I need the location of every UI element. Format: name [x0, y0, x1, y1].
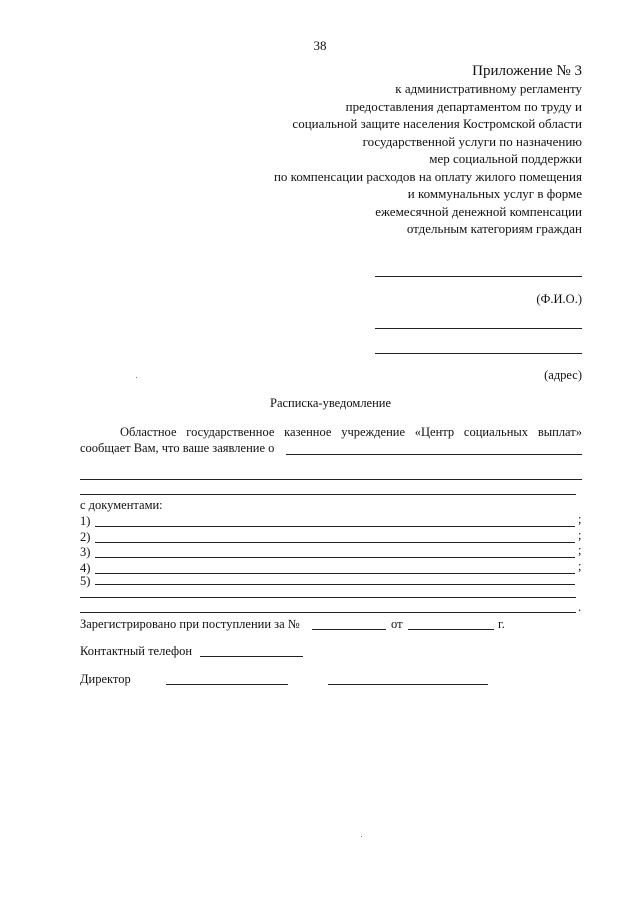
appendix-title: Приложение № 3 [472, 63, 582, 79]
appendix-line: мер социальной поддержки [429, 151, 582, 166]
doc-item-line[interactable] [95, 542, 575, 543]
doc-item-number: 3) [80, 545, 91, 559]
doc-item-line[interactable] [95, 526, 575, 527]
blank-line[interactable] [80, 612, 576, 613]
documents-label: с документами: [80, 498, 163, 512]
page-number: 38 [313, 38, 327, 53]
doc-item-number: 2) [80, 530, 91, 544]
doc-item-number: 1) [80, 514, 91, 528]
registered-label: Зарегистрировано при поступлении за № [80, 617, 300, 631]
appendix-line: государственной услуги по назначению [362, 134, 582, 149]
registered-year: г. [498, 617, 505, 631]
doc-item-number: 4) [80, 561, 91, 575]
doc-item-line[interactable] [95, 573, 575, 574]
doc-item-line[interactable] [95, 557, 575, 558]
director-label: Директор [80, 672, 131, 686]
registration-date-line[interactable] [408, 629, 494, 630]
address-label: (адрес) [544, 368, 582, 382]
blank-line[interactable] [80, 597, 576, 598]
blank-line[interactable] [80, 494, 576, 495]
intro-line-1: Областное государственное казенное учреждение «Центр социальных выплат» [120, 425, 582, 439]
appendix-line: отдельным категориям граждан [406, 221, 582, 236]
doc-item-end: ; [578, 512, 582, 526]
scan-speck [136, 377, 137, 378]
blank-line[interactable] [80, 479, 582, 480]
application-subject-line[interactable] [286, 454, 582, 455]
fio-label: (Ф.И.О.) [536, 292, 582, 306]
appendix-line: предоставления департаментом по труду и [345, 99, 582, 114]
registered-from: от [391, 617, 403, 631]
fio-line[interactable] [375, 276, 582, 277]
intro-line-2: сообщает Вам, что ваше заявление о [80, 441, 275, 455]
final-end: . [578, 600, 582, 614]
appendix-line: социальной защите населения Костромской области [292, 116, 582, 131]
phone-line[interactable] [200, 656, 303, 657]
appendix-line: и коммунальных услуг в форме [407, 186, 582, 201]
appendix-line: по компенсации расходов на оплату жилого помещения [273, 169, 582, 184]
phone-label: Контактный телефон [80, 644, 193, 658]
address-line-2[interactable] [375, 353, 582, 354]
doc-item-line[interactable] [95, 584, 575, 585]
doc-item-end: ; [578, 543, 582, 557]
form-title: Расписка-уведомление [270, 396, 392, 410]
director-name-line[interactable] [328, 684, 488, 685]
doc-item-end: ; [578, 559, 582, 573]
doc-item-number: 5) [80, 574, 91, 588]
scan-speck [361, 836, 362, 837]
doc-item-end: ; [578, 528, 582, 542]
director-signature-line[interactable] [166, 684, 288, 685]
address-line-1[interactable] [375, 328, 582, 329]
appendix-line: к административному регламенту [395, 81, 582, 96]
appendix-line: ежемесячной денежной компенсации [375, 204, 582, 219]
registration-number-line[interactable] [312, 629, 386, 630]
